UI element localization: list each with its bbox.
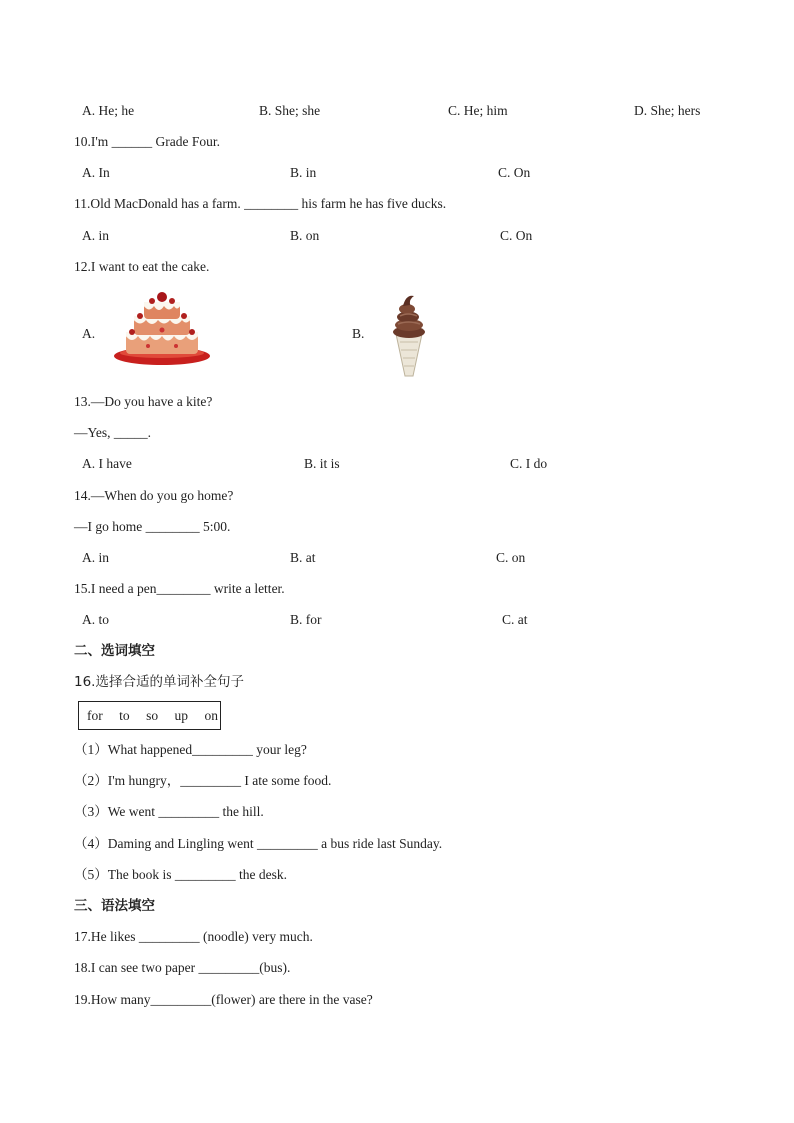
q11-option-b[interactable]: B. on (290, 228, 320, 243)
q16-item-2[interactable]: （2）I'm hungry，_________ I ate some food. (74, 773, 332, 788)
q14-option-c[interactable]: C. on (496, 550, 526, 565)
q14-option-a[interactable]: A. in (82, 550, 109, 565)
q15-stem: 15.I need a pen________ write a letter. (74, 581, 285, 596)
q15-option-c[interactable]: C. at (502, 612, 528, 627)
q12-stem: 12.I want to eat the cake. (74, 259, 210, 274)
q15-option-a[interactable]: A. to (82, 612, 109, 627)
q9-option-d[interactable]: D. She; hers (634, 103, 701, 118)
q12-option-b[interactable]: B. (352, 326, 365, 341)
q14-answer-line: —I go home ________ 5:00. (74, 519, 231, 534)
ice-cream-image[interactable] (384, 290, 434, 378)
q18[interactable]: 18.I can see two paper _________(bus). (74, 960, 291, 975)
q15-option-b[interactable]: B. for (290, 612, 322, 627)
q10-option-c[interactable]: C. On (498, 165, 531, 180)
word-bank-item: to (119, 707, 130, 723)
q14-option-b[interactable]: B. at (290, 550, 316, 565)
word-bank-item: so (146, 707, 159, 723)
q9-option-a[interactable]: A. He; he (82, 103, 135, 118)
word-bank-item: on (204, 707, 218, 723)
section2-instruction: 16.选择合适的单词补全句子 (74, 674, 244, 690)
q16-item-4[interactable]: （4）Daming and Lingling went _________ a bus ride last Sunday. (74, 836, 443, 851)
section3-title: 三、语法填空 (74, 898, 155, 914)
q10-option-b[interactable]: B. in (290, 165, 317, 180)
q19[interactable]: 19.How many_________(flower) are there in the vase? (74, 992, 373, 1007)
q13-answer-line: —Yes, _____. (74, 425, 152, 440)
cake-image[interactable] (112, 290, 212, 370)
q9-option-c[interactable]: C. He; him (448, 103, 508, 118)
q14-stem: 14.—When do you go home? (74, 488, 234, 503)
q11-option-a[interactable]: A. in (82, 228, 109, 243)
q13-option-c[interactable]: C. I do (510, 456, 548, 471)
q13-stem: 13.—Do you have a kite? (74, 394, 213, 409)
q12-option-a[interactable]: A. (82, 326, 96, 341)
q16-item-3[interactable]: （3）We went _________ the hill. (74, 804, 264, 819)
word-bank (78, 701, 221, 730)
q13-option-a[interactable]: A. I have (82, 456, 132, 471)
q17[interactable]: 17.He likes _________ (noodle) very much. (74, 929, 313, 944)
q9-option-b[interactable]: B. She; she (259, 103, 321, 118)
q10-stem: 10.I'm ______ Grade Four. (74, 134, 221, 149)
q11-option-c[interactable]: C. On (500, 228, 533, 243)
word-bank-item: up (174, 707, 189, 723)
q10-option-a[interactable]: A. In (82, 165, 110, 180)
q16-item-1[interactable]: （1）What happened_________ your leg? (74, 742, 307, 757)
q16-item-5[interactable]: （5）The book is _________ the desk. (74, 867, 287, 882)
q13-option-b[interactable]: B. it is (304, 456, 340, 471)
section2-title: 二、选词填空 (74, 643, 155, 659)
q11-stem: 11.Old MacDonald has a farm. ________ his farm he has five ducks. (74, 196, 447, 211)
word-bank-item: for (87, 707, 103, 723)
